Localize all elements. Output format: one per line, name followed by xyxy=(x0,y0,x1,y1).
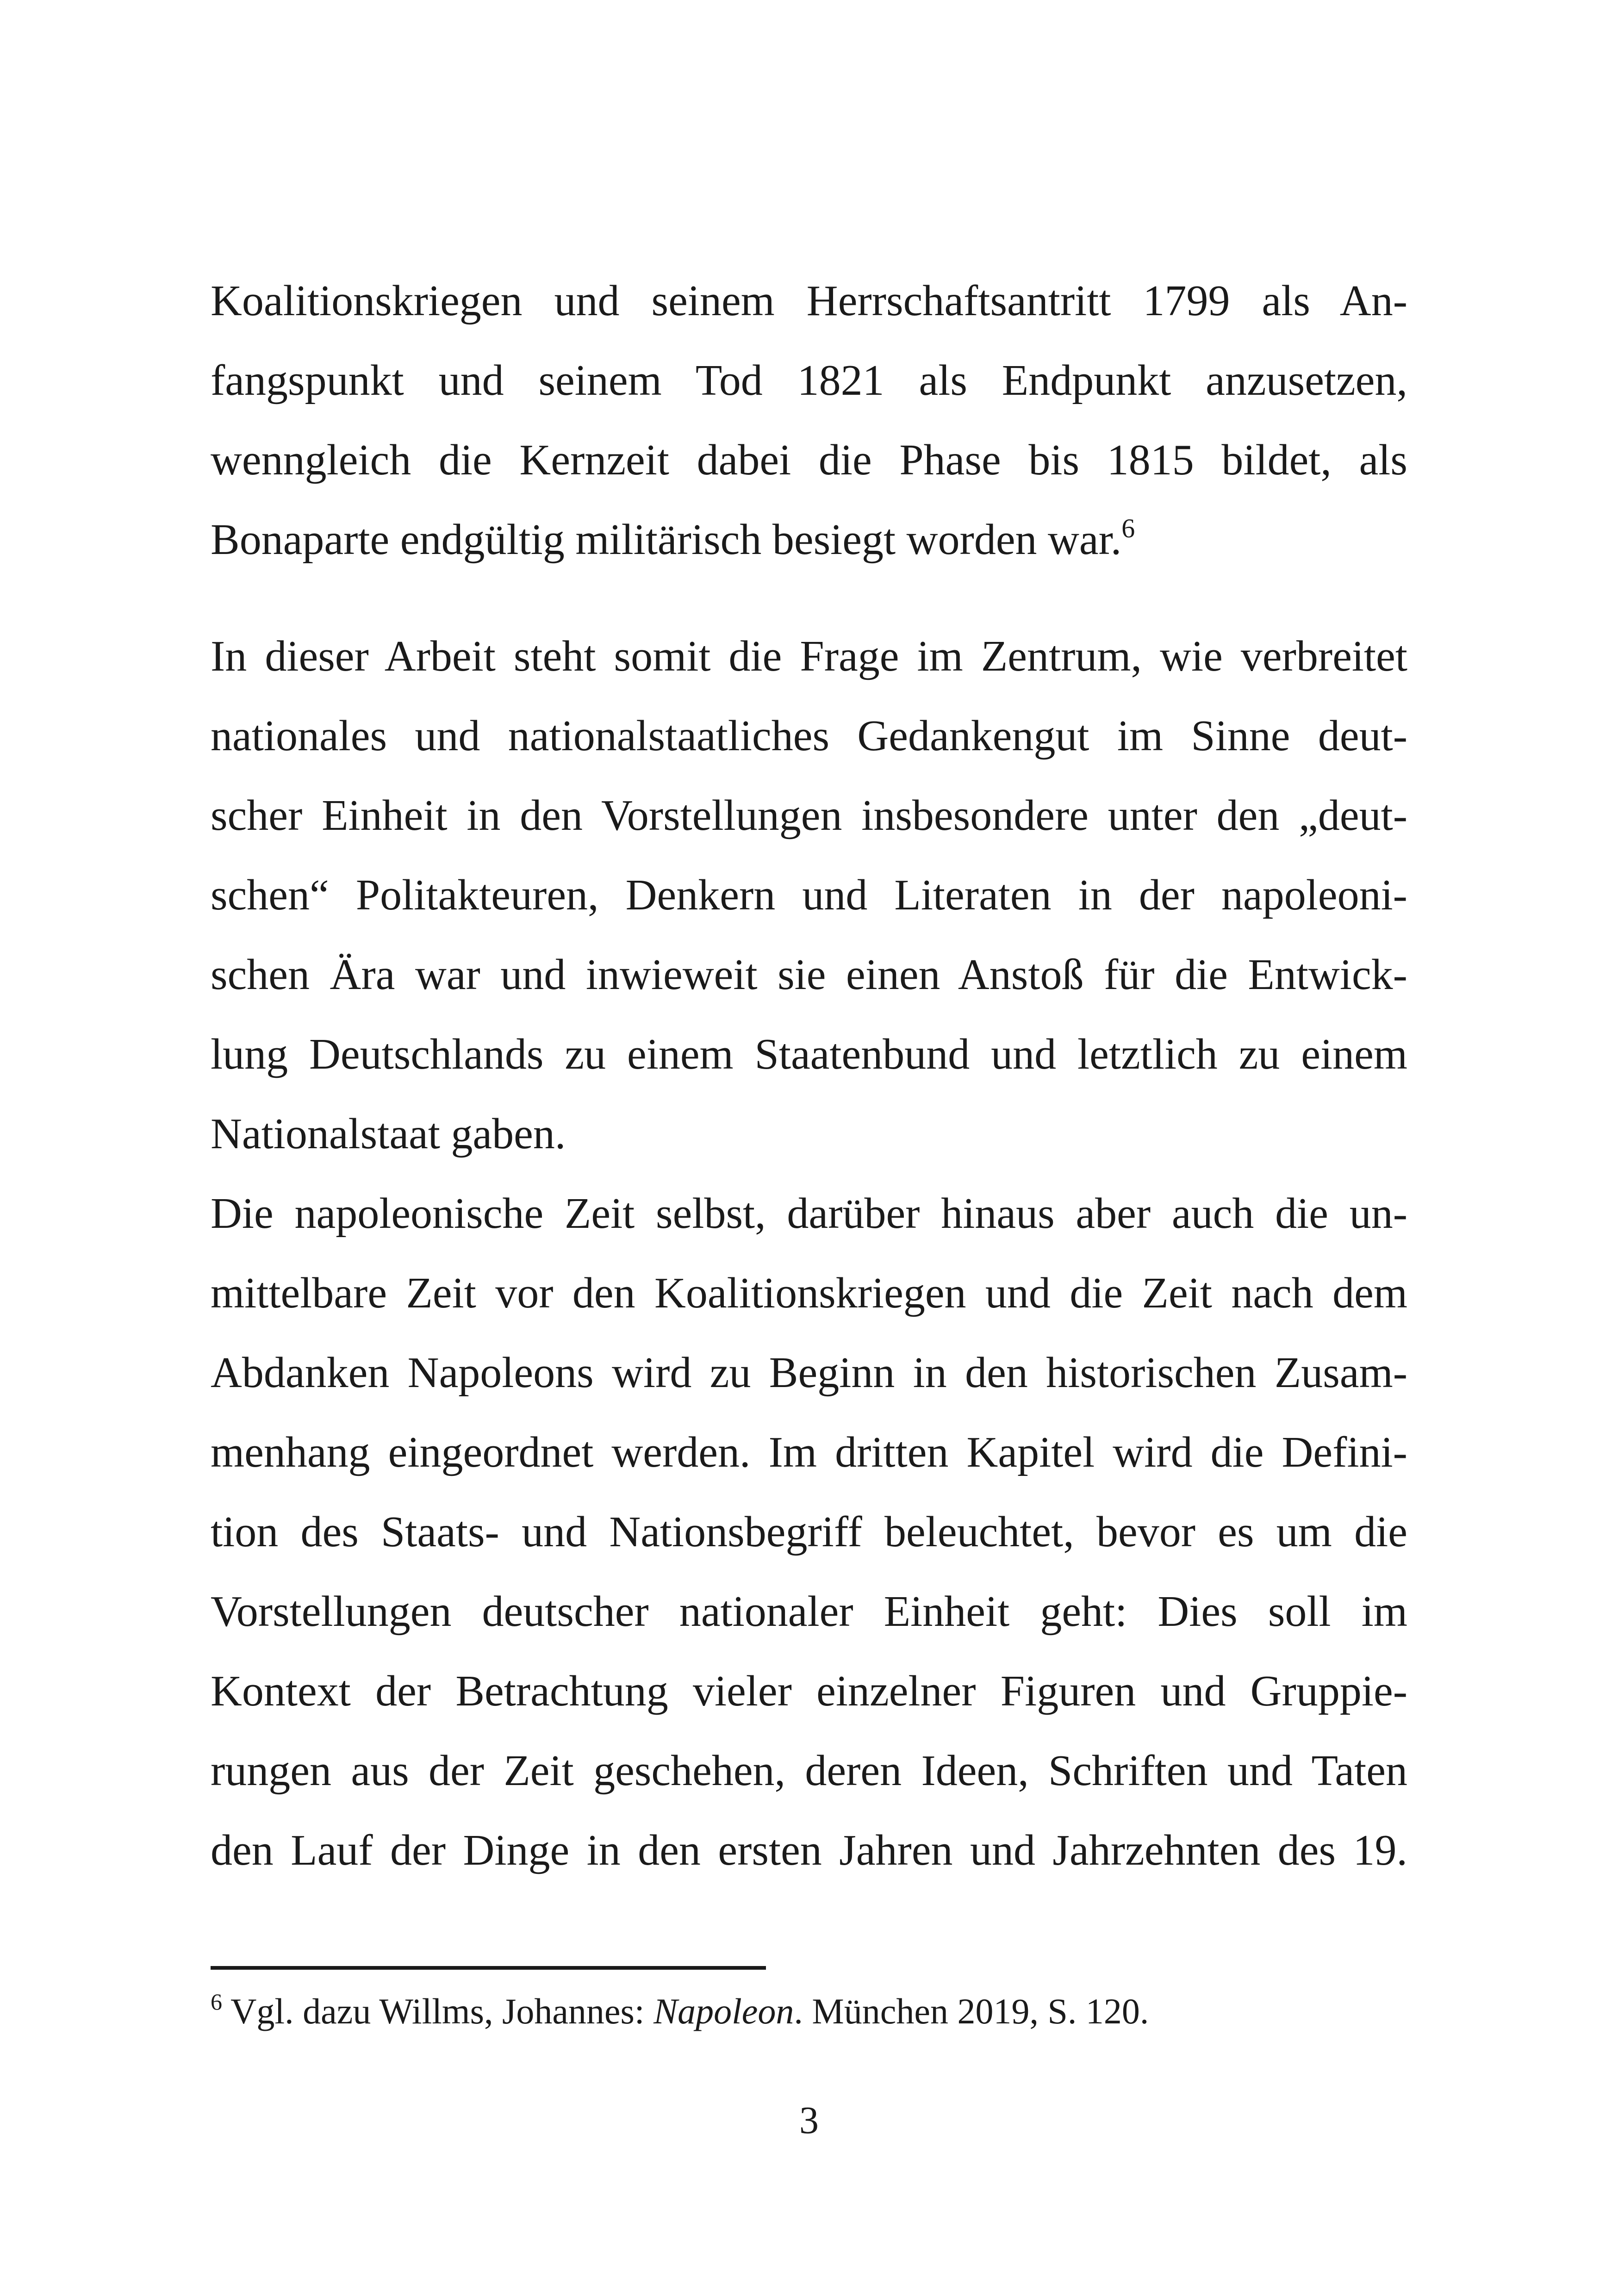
footnote-6 xyxy=(211,1988,1407,2035)
paragraph-3-line-3: Abdanken Napoleons wird zu Beginn in den historischen Zusam- xyxy=(211,1349,1407,1397)
paragraph-3-line-4: menhang eingeordnet werden. Im dritten Kapitel wird die Defini- xyxy=(211,1428,1407,1476)
paragraph-2-line-7: Nationalstaat gaben. xyxy=(211,1110,566,1158)
paragraph-2-line-2: nationales und nationalstaatliches Gedankengut im Sinne deut- xyxy=(211,712,1407,760)
footnote-text-before: Vgl. dazu Willms, Johannes: xyxy=(230,1991,654,2031)
paragraph-2-line-6: lung Deutschlands zu einem Staatenbund und letztlich zu einem xyxy=(211,1030,1407,1078)
paragraph-2-line-1: In dieser Arbeit steht somit die Frage im Zentrum, wie verbreitet xyxy=(211,632,1407,680)
footnote-reference-marker: 6 xyxy=(1121,513,1135,543)
paragraph-3-line-5: tion des Staats- und Nationsbegriff beleuchtet, bevor es um die xyxy=(211,1508,1407,1556)
paragraph-3-line-8: rungen aus der Zeit geschehen, deren Ideen, Schriften und Taten xyxy=(211,1747,1407,1795)
paragraph-1-line-4-text: Bonaparte endgültig militärisch besiegt worden war. xyxy=(211,516,1122,564)
footnote-book-title: Napoleon xyxy=(653,1991,794,2031)
paragraph-2-line-4: schen“ Politakteuren, Denkern und Literaten in der napoleoni- xyxy=(211,871,1407,919)
paragraph-3-line-7: Kontext der Betrachtung vieler einzelner Figuren und Gruppie- xyxy=(211,1667,1407,1715)
paragraph-2-line-3: scher Einheit in den Vorstellungen insbesondere unter den „deut- xyxy=(211,791,1407,840)
footnote-marker: 6 xyxy=(211,1989,222,2015)
paragraph-1-line-3: wenngleich die Kernzeit dabei die Phase bis 1815 bildet, als xyxy=(211,436,1407,484)
paragraph-3-line-9: den Lauf der Dinge in den ersten Jahren und Jahrzehnten des 19. xyxy=(211,1826,1407,1874)
paragraph-1-line-1: Koalitionskriegen und seinem Herrschaftsantritt 1799 als An- xyxy=(211,277,1407,325)
paragraph-1-line-4 xyxy=(211,512,1407,567)
paragraph-3-line-1: Die napoleonische Zeit selbst, darüber hinaus aber auch die un- xyxy=(211,1189,1407,1238)
paragraph-2-line-5: schen Ära war und inwieweit sie einen Anstoß für die Entwick- xyxy=(211,951,1407,999)
paragraph-3-line-2: mittelbare Zeit vor den Koalitionskriegen und die Zeit nach dem xyxy=(211,1269,1407,1317)
paragraph-3-line-6: Vorstellungen deutscher nationaler Einheit geht: Dies soll im xyxy=(211,1587,1407,1636)
footnote-text-after: . München 2019, S. 120. xyxy=(794,1991,1149,2031)
page-number: 3 xyxy=(799,2099,819,2142)
footnote-separator xyxy=(211,1966,766,1970)
paragraph-1-line-2: fangspunkt und seinem Tod 1821 als Endpunkt anzusetzen, xyxy=(211,356,1407,404)
